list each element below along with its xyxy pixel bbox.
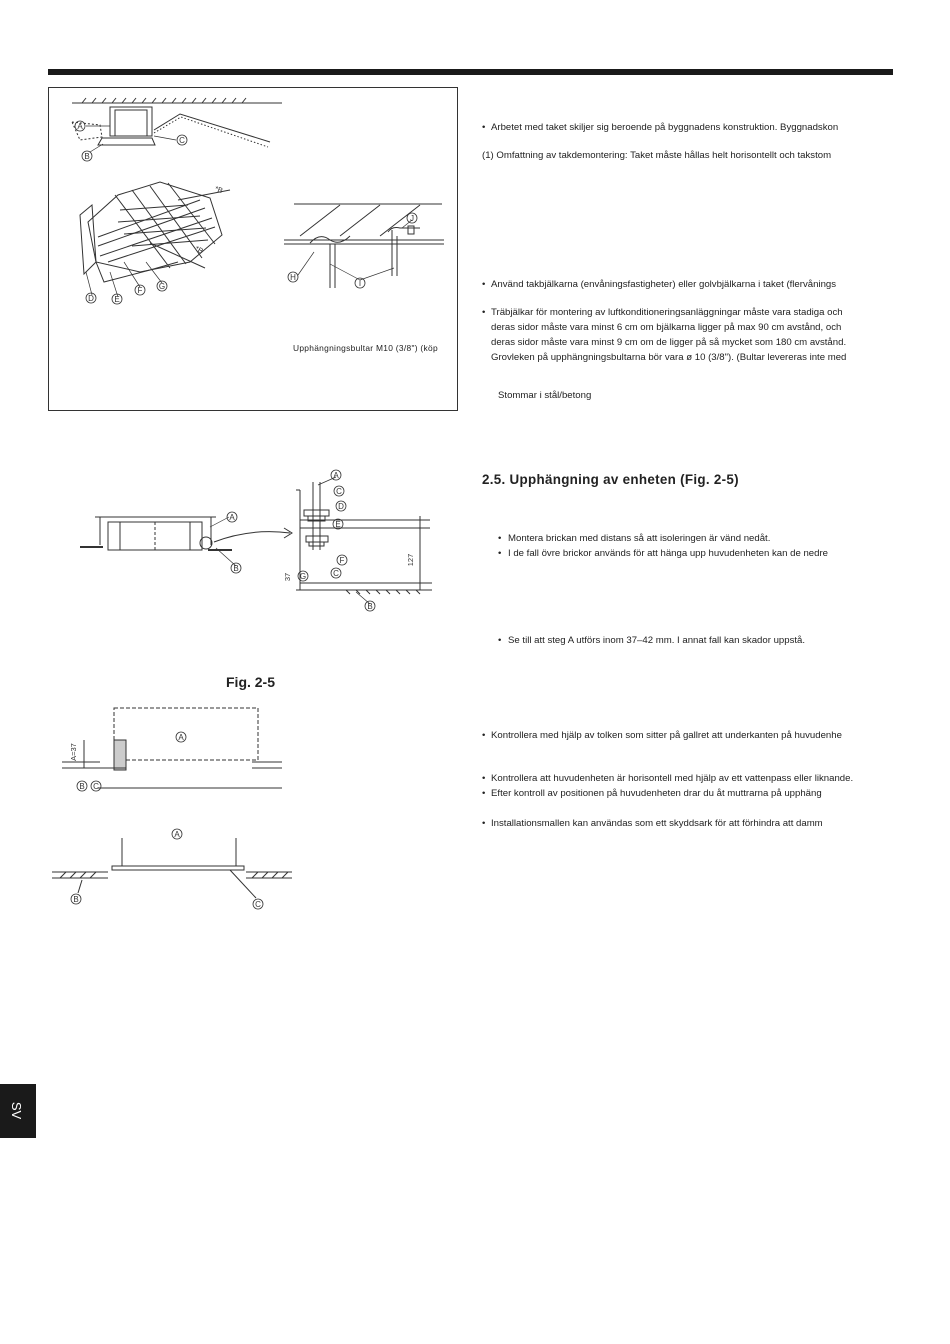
label-h: H	[290, 273, 296, 282]
dimension-b-lower: *B	[193, 243, 205, 256]
label-f: F	[339, 556, 345, 565]
paragraph-wooden-beams-line4: Grovleken på upphängningsbultarna bör vara ø 10 (3/8"). (Bultar levereras inte med	[491, 352, 847, 363]
installation-template-sketch	[52, 838, 292, 898]
label-c: C	[336, 487, 342, 496]
label-a: A	[77, 122, 83, 131]
label-d: D	[338, 502, 344, 511]
paragraph-wooden-beams-line1: Träbjälkar för montering av luftkonditioneringsanläggningar måste vara stadiga och	[491, 307, 843, 318]
paragraph-ceiling-removal: (1) Omfattning av takdemontering: Taket måste hållas helt horisontellt och takstom	[482, 150, 832, 161]
label-b: B	[79, 782, 85, 791]
label-c: C	[93, 782, 99, 791]
bullet-icon: •	[498, 635, 502, 646]
label-b: B	[73, 895, 79, 904]
label-g: G	[158, 282, 166, 291]
label-d: D	[88, 294, 94, 303]
label-a: A	[178, 733, 184, 742]
paragraph-ceiling-work: Arbetet med taket skiljer sig beroende på byggnadens konstruktion. Byggnadskon	[491, 122, 839, 133]
label-i: I	[358, 279, 362, 288]
unit-mounting-sketch	[80, 517, 292, 550]
label-c: C	[179, 136, 185, 145]
label-c: C	[333, 569, 339, 578]
bullet-icon: •	[498, 548, 502, 559]
check-tighten-nuts: Efter kontroll av positionen på huvudenheten drar du åt muttrarna på upphäng	[491, 788, 822, 799]
check-level: Kontrollera att huvudenheten är horisontell med hjälp av ett vattenpass eller liknande.	[491, 773, 854, 784]
step-upper-washers: I de fall övre brickor används för att hänga upp huvudenheten kan de nedre	[508, 548, 829, 559]
paragraph-wooden-beams-line2: deras sidor måste vara minst 6 cm om bjälkarna ligger på max 90 cm avstånd, och	[491, 322, 842, 333]
label-b: B	[233, 564, 239, 573]
section-heading: 2.5. Upphängning av enheten (Fig. 2-5)	[482, 472, 739, 487]
paragraph-wooden-beams-line3: deras sidor måste vara minst 9 cm om de ligger på så mycket som 180 cm avstånd.	[491, 337, 847, 348]
label-j: J	[410, 214, 414, 223]
figure-label: Fig. 2-5	[226, 674, 276, 690]
bullet-icon: •	[482, 307, 486, 318]
step-dimension-a: Se till att steg A utförs inom 37–42 mm. I annat fall kan skador uppstå.	[508, 635, 806, 646]
label-e: E	[114, 295, 120, 304]
bullet-icon: •	[482, 773, 486, 784]
bullet-icon: •	[482, 788, 486, 799]
bullet-icon: •	[482, 122, 486, 133]
label-b: B	[367, 602, 373, 611]
wooden-beams-sketch	[80, 182, 230, 282]
check-template-dust: Installationsmallen kan användas som ett skyddsark för att förhindra att damm	[491, 818, 823, 829]
bullet-icon: •	[498, 533, 502, 544]
bolt-caption: Upphängningsbultar M10 (3/8") (köp	[293, 343, 438, 353]
dimension-37: 37	[283, 572, 292, 582]
label-g: G	[299, 572, 307, 581]
bullet-icon: •	[482, 279, 486, 290]
gauge-check-sketch	[62, 708, 282, 788]
label-b: B	[84, 152, 90, 161]
step-washer: Montera brickan med distans så att isoleringen är vänd nedåt.	[508, 533, 771, 544]
language-code: SV	[9, 1101, 25, 1120]
dimension-127: 127	[406, 553, 415, 567]
label-a: A	[333, 471, 339, 480]
bullet-icon: •	[482, 818, 486, 829]
suspension-bolt-sketch	[284, 204, 444, 288]
paragraph-ceiling-beams: Använd takbjälkarna (envåningsfastigheter) eller golvbjälkarna i taket (flervånings	[491, 279, 837, 290]
label-f: F	[137, 286, 143, 295]
dimension-b-upper: *B	[213, 184, 225, 196]
paragraph-steel-concrete: Stommar i stål/betong	[498, 390, 592, 401]
dimension-a37: A=37	[69, 743, 78, 761]
check-gauge: Kontrollera med hjälp av tolken som sitter på gallret att underkanten på huvudenhe	[491, 730, 842, 741]
leader-lines	[86, 126, 412, 604]
callout-markers	[71, 121, 417, 909]
label-e: E	[335, 520, 341, 529]
bullet-icon: •	[482, 730, 486, 741]
language-tab	[0, 1084, 36, 1138]
label-a: A	[174, 830, 180, 839]
label-c: C	[255, 900, 261, 909]
bolt-detail-sketch	[296, 482, 432, 594]
label-a: A	[229, 513, 235, 522]
